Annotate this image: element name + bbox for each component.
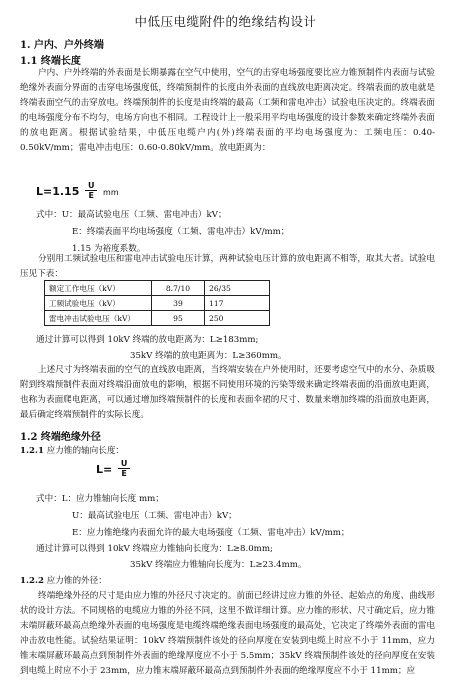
calc-35kv-cone: 35kV 终端应力锥轴向长度为：L≥23.4mm。 bbox=[130, 560, 307, 570]
formula-fraction bbox=[85, 181, 98, 200]
table-cell: 26/35 bbox=[205, 281, 270, 296]
table-cell: 250 bbox=[205, 311, 270, 326]
where-line-coefficient: 1.15 为裕度系数。 bbox=[72, 244, 146, 254]
subsection-heading-1-1: 1.1 终端长度 bbox=[20, 56, 81, 67]
formula-numerator: U bbox=[87, 181, 95, 190]
subsection-1-2-1 bbox=[20, 444, 124, 456]
formula-stress-cone-length bbox=[96, 458, 130, 478]
document-title: 中低压电缆附件的绝缘结构设计 bbox=[134, 14, 317, 29]
table-row bbox=[45, 311, 270, 326]
paragraph-terminal-length: 户内、户外终端的外表面是长期暴露在空气中使用，空气的击穿电场强度要比应力锥预制件内表面与试验绝缘外表面分界面的击穿电场强度低，终端预制件的长度由外表面的直线放电距离决定。终端表面的放电就是终端表面空气的击穿放电。终端预制件的长度是由终端的最高（工频和雷电冲击）试验电压决定的。终端表面的电场强度分布不均匀，电场方向也不相同。工程设计上一般采用平均电场强度的设计参数来确定终端外表面的放电距离。根据试验结果，中低压电缆户内(外)终端表面的平均电场强度为：工频电压：0.40-0.50kV/mm；雷电冲击电压：0.60-0.80kV/mm。放电距离为： bbox=[20, 68, 435, 153]
subsection-1-2-2 bbox=[20, 574, 107, 586]
formula-denominator: E bbox=[118, 468, 131, 478]
paragraph-creepage: 上述尺寸为终端表面的空气的直线放电距离，当终端安装在户外使用时，还要考虑空气中的水分、杂质吸附到终端预制件表面对终端沿面放电的影响，根据不同使用环境的污染等级来确定终端表面的沿面放电距离，也称为表面爬电距离，可以通过增加终端预制件的长度和表面伞裙的尺寸、数量来增加终端的沿面放电距离，最后确定终端预制件的实际长度。 bbox=[20, 365, 435, 420]
table-row bbox=[45, 281, 270, 296]
where-line-e: E：终端表面平均电场强度（工频、雷电冲击）kV/mm； bbox=[72, 227, 290, 237]
subsection-heading-1-2: 1.2 终端绝缘外径 bbox=[20, 432, 101, 443]
where-line-l: 式中：L：应力锥轴向长度 mm； bbox=[36, 494, 164, 504]
calc-10kv-cone: 通过计算可以得到 10kV 终端应力锥轴向长度为：L≥8.0mm; bbox=[36, 544, 273, 554]
where-line-e2: E：应力锥绝缘内表面允许的最大电场强度（工频、雷电冲击）kV/mm； bbox=[72, 528, 350, 538]
subsection-number: 1.2.1 bbox=[20, 446, 44, 456]
formula-denominator: E bbox=[85, 190, 98, 200]
formula-lhs: L=1.15 bbox=[36, 185, 80, 198]
paragraph-outer-diameter: 终端绝缘外径的尺寸是由应力锥的外径尺寸决定的。前面已经讲过应力锥的外径、起始点的角度、曲线形状的设计方法。不同规格的电缆应力锥的外径不同，这里不做详细计算。应力锥的形状、尺寸确定后，应力锥末端屏蔽环最高点绝缘外表面的电场强度是电缆终端绝缘表面电场强度的最高处，它决定了终端外表面的雷电冲击放电性能。试验结果证明：10kV 终端预制件该处的径向厚度在安装到电缆上时应不小于 11mm，应力锥末端屏蔽环最高点到预制件外表面的绝缘厚度应不小于 5.5mm；35kV 终端预制件该处的径向厚度在安装到电缆上时应不小于 23mm，应力锥末端屏蔽环最高点到预制件外表面的绝缘厚度应不小于 11mm；应 bbox=[20, 591, 435, 676]
table-cell: 工频试验电压（kV） bbox=[45, 296, 152, 311]
subsection-text: 应力锥的外径： bbox=[46, 576, 107, 586]
subsection-text: 应力锥的轴向长度： bbox=[46, 446, 125, 456]
table-cell: 117 bbox=[205, 296, 270, 311]
subsection-number: 1.2.2 bbox=[20, 576, 44, 586]
where-line-u: 式中：U：最高试验电压（工频、雷电冲击）kV； bbox=[36, 210, 227, 220]
paragraph-test-voltage: 分别用工频试验电压和雷电冲击试验电压计算，两种试验电压计算的放电距离不相等，取其大者。试验电压见下表： bbox=[20, 254, 435, 279]
formula-unit: mm bbox=[103, 188, 119, 197]
formula-fraction bbox=[118, 459, 131, 478]
where-line-u2: U：最高试验电压（工频、雷电冲击）kV； bbox=[72, 511, 237, 521]
table-cell: 8.7/10 bbox=[152, 281, 205, 296]
section-heading-1: 1. 户内、户外终端 bbox=[20, 40, 104, 51]
formula-discharge-distance bbox=[36, 180, 119, 200]
table-cell: 额定工作电压（kV） bbox=[45, 281, 152, 296]
formula-lhs: L= bbox=[96, 463, 113, 476]
test-voltage-table bbox=[44, 280, 270, 326]
calc-10kv-distance: 通过计算可以得到 10kV 终端的放电距离为：L≥183mm; bbox=[36, 335, 259, 345]
calc-35kv-distance: 35kV 终端的放电距离为：L≥360mm。 bbox=[130, 351, 287, 361]
table-cell: 39 bbox=[152, 296, 205, 311]
formula-numerator: U bbox=[120, 459, 128, 468]
table-cell: 95 bbox=[152, 311, 205, 326]
table-cell: 雷电冲击试验电压（kV） bbox=[45, 311, 152, 326]
table-row bbox=[45, 296, 270, 311]
